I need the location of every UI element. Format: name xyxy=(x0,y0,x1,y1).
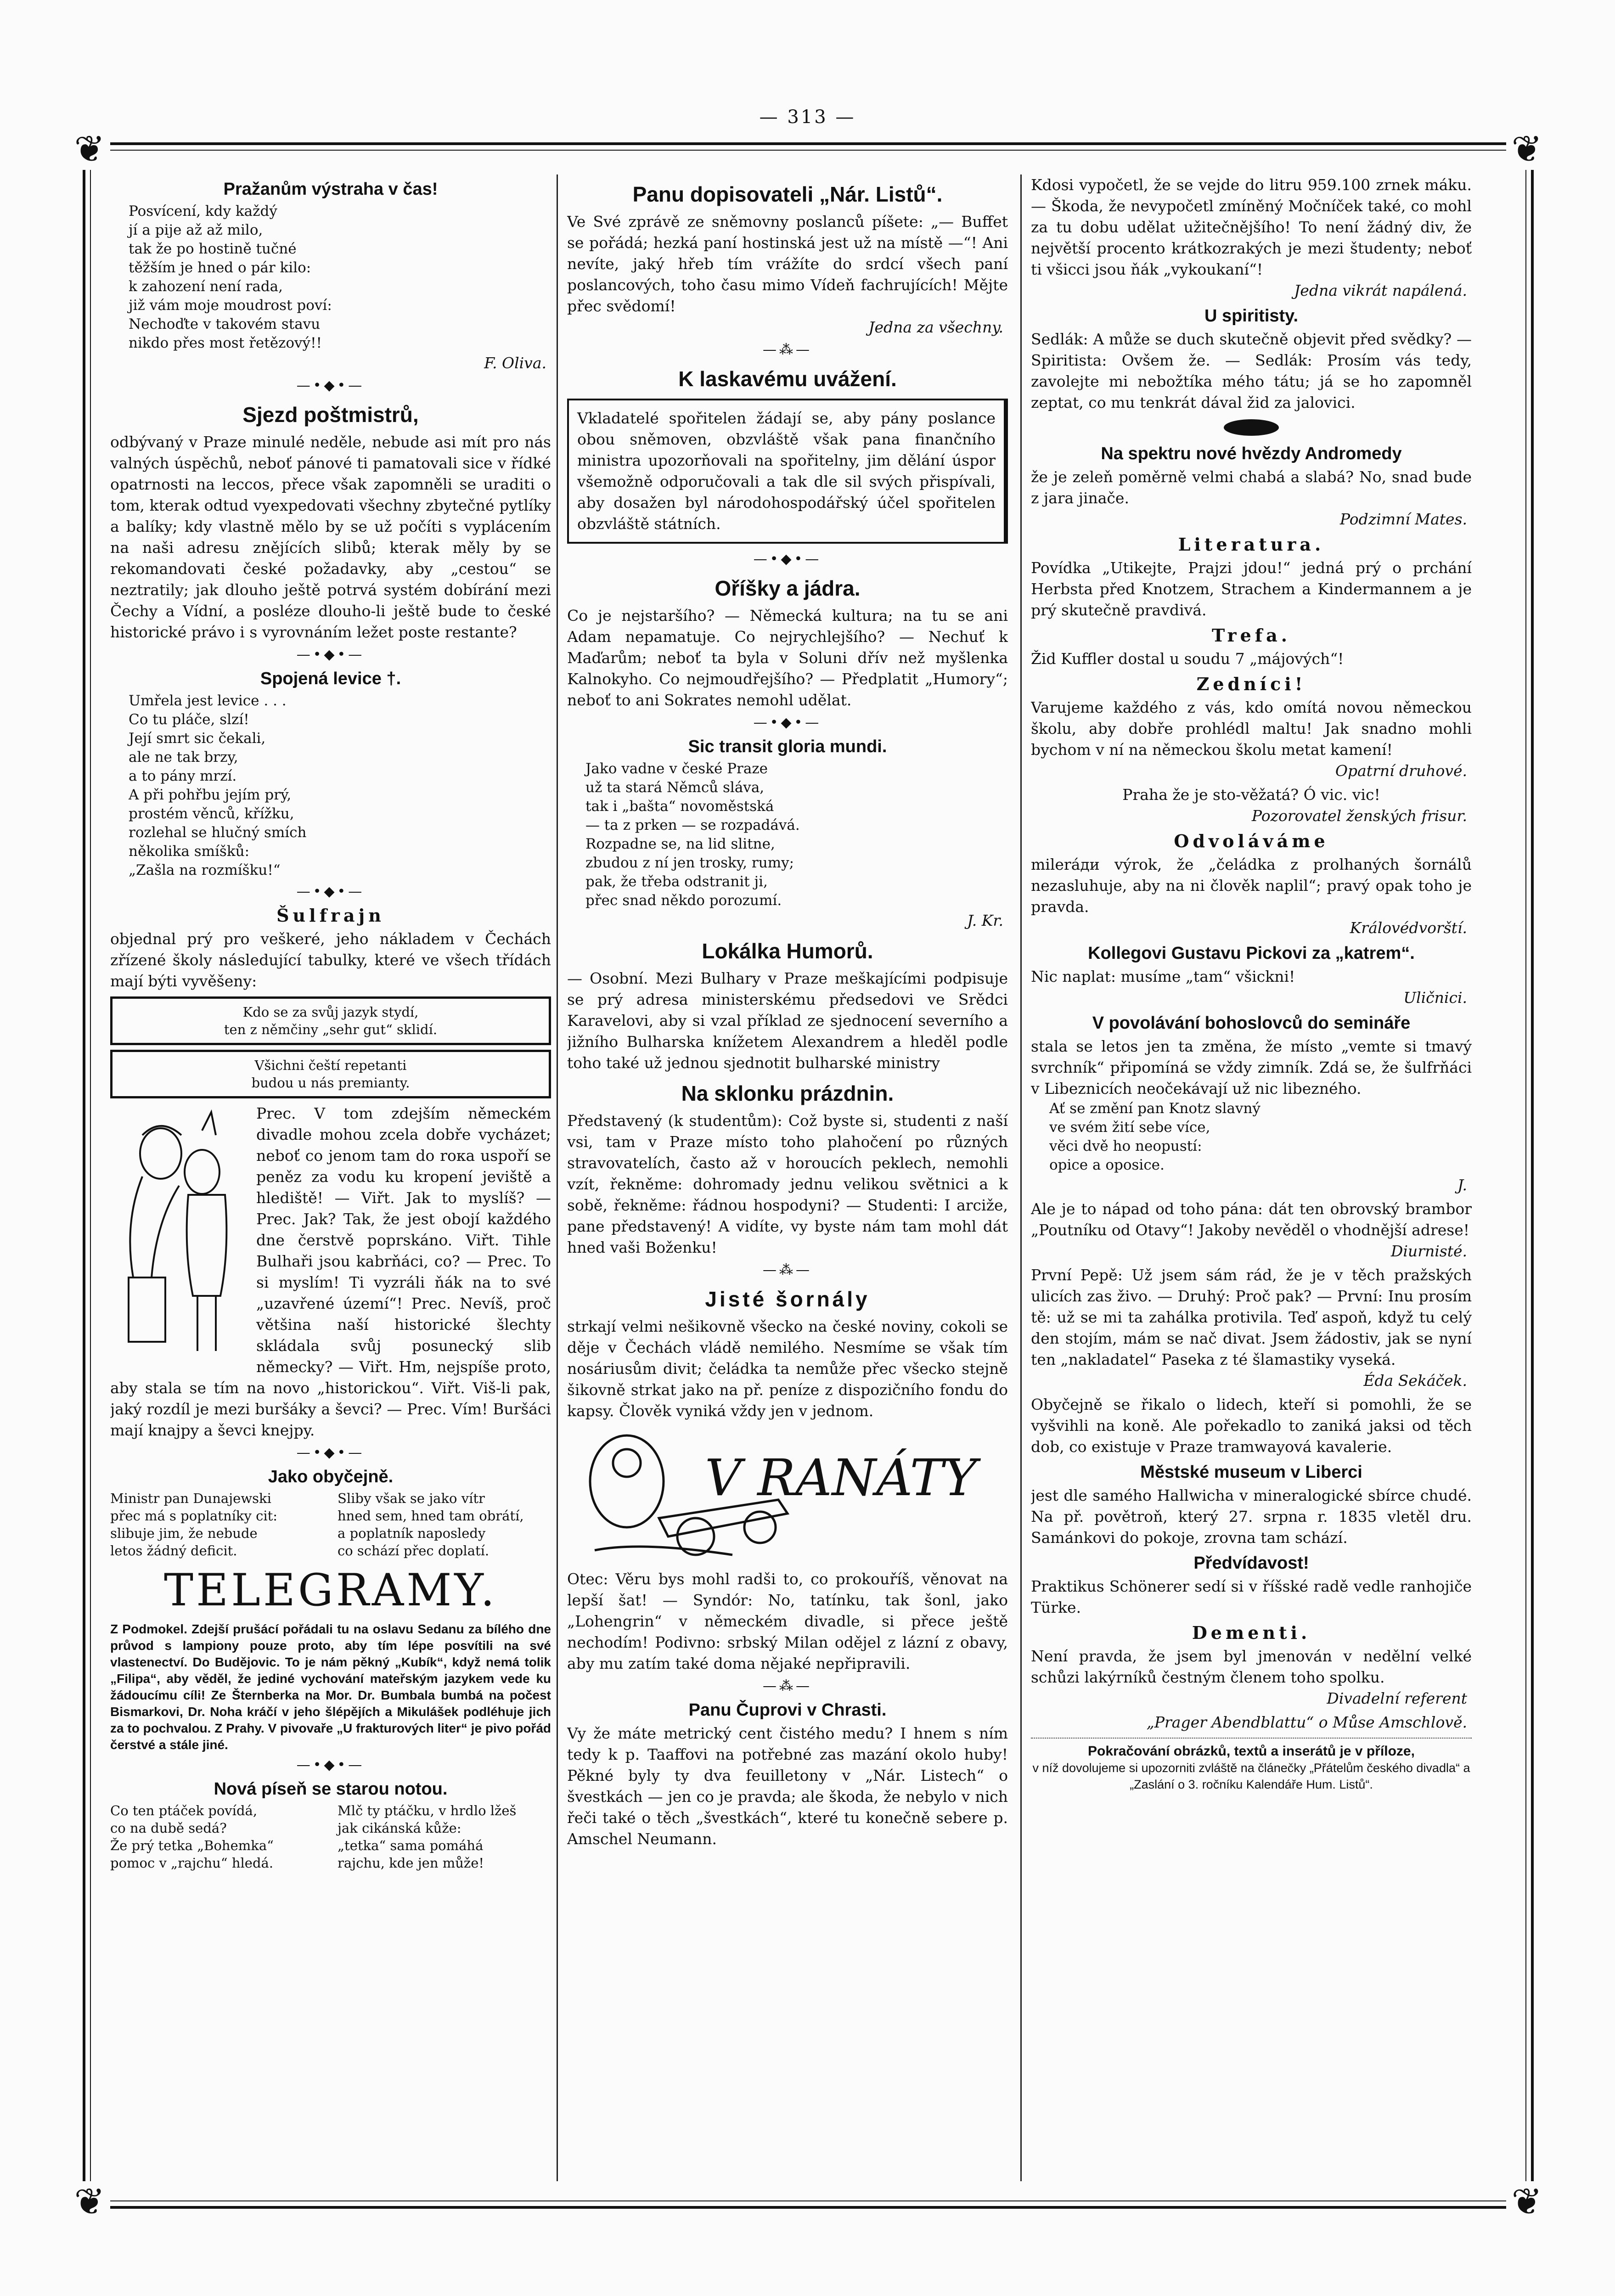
signature: J. Kr. xyxy=(967,912,1003,929)
banner-title: V RANÁTY xyxy=(705,1448,977,1507)
corner-ornament-icon: ❦ xyxy=(1506,2181,1547,2223)
article-title: Předvídavost! xyxy=(1193,1553,1309,1573)
divider-ornament-icon: —•◆•— xyxy=(296,377,365,394)
article-text: Co je nejstaršího? — Německá kultura; na tu se ani Adam nepamatuje. Co nejrychlejšího? — Nechuť k Maďarům; neboť ta byla v Soluni dřív než myšlenka Kalnokyho. Co nejmoudřejšího? — Předplatit „Humory“; neboť to ani Sokrates nemohl udělat. xyxy=(567,607,1008,709)
article-title: Zedníci! xyxy=(1196,674,1306,694)
article-title: Nová píseň se starou notou. xyxy=(214,1779,448,1799)
school-sign: Kdo se za svůj jazyk stydí, ten z němčiny „sehr gut“ sklidí. xyxy=(110,996,551,1045)
article-title: Dementi. xyxy=(1192,1622,1311,1643)
article-title: Sjezd poštmistrů, xyxy=(242,403,419,427)
signature: Jedna vikrát napálená. xyxy=(1294,281,1467,299)
article-text: První Pepě: Už jsem sám rád, že je v těch pražských ulicích zas živo. — Druhý: Proč pak? — První: Inu prosím tě: už se mi ta zahálka protivila. Teď aspoň, když tu celý den stojím, mám se nač divat. Jsem žádostiv, jak se nyní ten „nakladatel“ Paseka z té šlamastiky vyseká. xyxy=(1031,1266,1472,1368)
article-title: Městské museum v Liberci xyxy=(1140,1463,1362,1482)
signature: Divadelní referent xyxy=(1327,1689,1467,1707)
column-rule xyxy=(1020,174,1022,2181)
divider-ornament-icon: —•◆•— xyxy=(753,715,822,731)
article-title: K laskavému uvážení. xyxy=(678,367,897,391)
corner-ornament-icon: ❦ xyxy=(69,129,110,170)
article-title: Spojená levice †. xyxy=(260,669,401,688)
divider-ornament-icon: —•◆•— xyxy=(296,1445,365,1461)
article-text: Prec. V tom zdejším německém divadle mohou zcela dobře vycházet; neboť co jenom tam do rока uspoří se peněz za vodu ku kropení jeviště a hlediště! — Viřt. Jak to myslíš? — Prec. Jak? Tak, že jest obojí každého dne čerstvě poprskáno. Viřt. Tihle Bulhaři jsou kabrňáci, co? — Prec. To si myslím! Ti vyzráli ňák na to své „uzavřené území“! Prec. Nevíš, proč většina naší historické šlechty skládala svůj posunecký slib německy? — Viřt. Hm, nejspíše proto, aby stala se tím na novo „historickou“. Viřt. Viš-li pak, jaký rozdíl je mezi buršáky a ševci? — Prec. Vím! Buršáci mají knajpy a ševci knejpy. xyxy=(110,1104,551,1439)
column-middle xyxy=(567,174,1008,2186)
column-left xyxy=(110,174,551,2186)
telegrams-text: Z Podmokel. Zdejší prušácí pořádali tu na oslavu Sedanu za bílého dne průvod s lampiony pouze proto, aby tím lépe posvítili na své vlastenectví. Do Budějovic. To je nám pěkný „Kubík“, když nemá tolik „Filipa“, aby věděl, že jediné vychování mateřským jazykem vede ku žádoucímu cíli! Ze Šternberka na Mor. Dr. Bumbala bumbá na počest Bismarkovi, Dr. Noha kráčí v jeho šlépějích a Mikulášek podléhuje jich za to pochvalou. Z Prahy. V pivovaře „U frakturových liter“ je pivo pořád čerstvé a stále jiné. xyxy=(110,1622,551,1752)
article-title: Šulfrajn xyxy=(276,905,385,926)
school-sign: Všichni čeští repetanti budou u nás premianty. xyxy=(110,1050,551,1098)
article-text: mileráди výrok, že „čeládka z prolhaných šornálů nezasluhuje, aby na ni člověk naplil“; pravý opak toho je pravda. xyxy=(1031,855,1472,916)
article-text: Povídka „Utikejte, Prajzi jdou!“ jedná prý o prchání Herbsta před Knotzem, Strachem a Kindermannem a je prý skutečně pravdivá. xyxy=(1031,559,1472,619)
signature: „Prager Abendblattu“ o Můse Amschlově. xyxy=(1146,1713,1467,1731)
signature: J. xyxy=(1457,1176,1467,1194)
corner-ornament-icon: ❦ xyxy=(1506,129,1547,170)
article-title: Oříšky a jádra. xyxy=(715,576,861,600)
article-text: Kdosi vypočetl, že se vejde do litru 959.100 zrnek máku. — Škoda, že nevypočetl zmíněný Močníček také, co mohl za tu dobu udělat užitečnějšího! To není žádný div, že největší procento krátkozrakých je mezi študenty; neboť ti všicci jsou ňák „vykoukaní“! xyxy=(1031,176,1472,278)
article-title: V povolávání bohoslovců do semináře xyxy=(1092,1013,1411,1033)
poem: Jako vadne v české Praze už ta stará Němců sláva, tak i „bašta“ novoměstská — ta z prken — se rozpadává. Rozpadne se, na lid slitne, zbudou z ní jen trosky, rumy; pak, že třeba odstranit ji, přec snad někdo porozumí. xyxy=(585,760,800,909)
signature: Jedna za všechny. xyxy=(868,318,1003,336)
divider-ornament-icon: —•◆•— xyxy=(296,1757,365,1773)
article-text: — Osobní. Mezi Bulhary v Praze meškajícími podpisuje se prý adresa ministerskému předsedovi ve Srědci Karavelovi, aby si vzal příklad ze sjednocení severního a jižního Bulharska knížetem Alexandrem a hleděl podle toho také už jednou sjednotit bulharské ministry xyxy=(567,969,1008,1072)
article-text: Vy že máte metrický cent čistého medu? I hnem s ním tedy k p. Taaffovi na potřebné zas mazání okolo huby! Pěkné byly ty dva feuilletony v „Nár. Listech“ o švestkách — jen co je pravda; ale škoda, že nebylo v nich řeči také o těch „švestkách“, které tu konečně sebere p. Amschel Neumann. xyxy=(567,1724,1008,1848)
article-text: jest dle samého Hallwichа v mineralogické sbírce chudé. Na př. povětroň, který 27. srpna r. 1835 vletěl dru. Samánkovi do pokoje, zrovna tam schází. xyxy=(1031,1486,1472,1547)
article-text: Sedlák: A může se duch skutečně objevit před svědky? — Spiritista: Ovšem že. — Sedlák: Prosím vás tedy, zavolejte mi nebožtíka mého tátu; já se ho zapomněl zeptat, co mu tenkrát dával žid za jalovici. xyxy=(1031,330,1472,411)
small-ornament-icon xyxy=(1221,416,1281,439)
article-text: Praha že je sto-věžatá? Ó vic. vic! xyxy=(1122,786,1380,804)
two-column-verse xyxy=(110,1490,551,1559)
poem: Posvícení, kdy každý jí a pije až až milo, tak že po hostině tučné těžším je hned o pár kilo: k zahození není rada, již vám moje moudrost poví: Nechoďte v takovém stavu nikdo přes most řetězový!! xyxy=(129,203,332,351)
corner-ornament-icon: ❦ xyxy=(69,2181,110,2223)
article-text: Praktikus Schönerer sedí si v říšské radě vedle ranhojiče Türke. xyxy=(1031,1577,1472,1616)
article-text: Nic naplat: musíme „tam“ všickni! xyxy=(1031,968,1295,985)
signature: F. Oliva. xyxy=(484,354,546,372)
verse-left: Co ten ptáček povídá, co na dubě sedá? Že prý tetka „Bohemka“ pomoc v „rajchu“ hledá. xyxy=(110,1803,274,1871)
article-text: Vkladatelé spořitelen žádají se, aby pány poslance obou sněmoven, obzvláště však pana finančního ministra upozorňovali na spořitelny, jim dělání úspor všemožně odporučovali a tak dle sil svých přispívali, aby dosažen byl národohospodářský účel spořitelen obzvláště státních. xyxy=(577,409,996,533)
article-text: objednal prý pro veškeré, jeho nákladem v Čechách zřízené školy následující tabulky, které ve všech třídách mají býti vyvěšeny: xyxy=(110,930,551,990)
verse-left: Ministr pan Dunajewski přec má s poplatníky cit: slibuje jim, že nebude letos žádný deficit. xyxy=(110,1491,278,1559)
divider-ornament-icon: —⁂— xyxy=(763,342,812,358)
article-title: Panu Čuprovi v Chrasti. xyxy=(688,1700,887,1720)
signature: Královédvorští. xyxy=(1350,919,1467,937)
article-title: Na sklonku prázdnin. xyxy=(681,1081,894,1105)
divider-ornament-icon: —•◆•— xyxy=(753,551,822,567)
article-title: Pražanům výstraha v čas! xyxy=(223,180,438,199)
article-title: Odvoláváme xyxy=(1174,831,1329,851)
signature: Podzimní Mates. xyxy=(1339,510,1467,528)
signature: Uličnici. xyxy=(1403,989,1467,1007)
signature: Opatrní druhové. xyxy=(1335,762,1467,780)
article-text: strkají velmi nešikovně všecko na české noviny, cokoli se děje v Čechách vládě nemilého. Nesmíme se však tím nosáriusům divit; čeládka ta nemůže přec všecko stejně šikovně strkat jako na př. peníze z dispozičního fondu do kapsy. Člověk vyniká vždy jen v jednom. xyxy=(567,1317,1008,1420)
article-title: Jisté šornály xyxy=(705,1287,870,1311)
article-text: Představený (k studentům): Což byste si, studenti z naší vsi, tam v Praze místo toho plahočení po různých stravovatelích, často až v horoucích peklech, nemohli vzít, řekněme: dohromady jednu velikou světnici a k sobě, řekněme: řádnou hospodyni? — Studenti: I arciže, pane představený! A vidíte, vy byste nám tam mohl dát hned vaši Boženku! xyxy=(567,1112,1008,1256)
notice-title: Pokračování obrázků, textů a inserátů je v příloze, xyxy=(1088,1744,1415,1759)
article-title: Trefa. xyxy=(1212,625,1291,646)
article-text: odbývaný v Praze minulé neděle, nebude asi mít pro nás valných úspěchů, neboť pánové ti pamatovali sice v řídké opatrnosti na leccos, přece však zapomněli se uraditi o tom, kterak odtud vyexpedovati všechny zbytečné pytlíky a balíky; kdy vlastně mělo by se už počíti s vyplácením na naši adresu znějících slibů; kterak měly by se rekomandovati české požadavky, aby „cestou“ se neztratily; jak dlouho ještě potrvá systém dobírání mezi Čechy a Vídní, a posléze dlouho-li ještě bude to české historické právo i s vyrovnáním ležet poste restante? xyxy=(110,433,551,641)
notice-text: v níž dovolujeme si upozorniti zvláště na článečky „Přátelům českého divadla“ a „Zaslání o 3. ročníku Kalendáře Hum. Listů“. xyxy=(1032,1761,1470,1791)
article-text: Ale je to nápad od toho pána: dát ten obrovský brambor „Poutníku od Otavy“! Jakoby nevěděl o vhodnější adrese! xyxy=(1031,1200,1472,1239)
article-title: Panu dopisovateli „Nár. Listů“. xyxy=(632,182,943,206)
signature: Éda Sekáček. xyxy=(1363,1372,1467,1390)
poem: Ať se změní pan Knotz slavný ve svém žití sebe více, věci dvě ho neopustí: opice a oposice. xyxy=(1049,1100,1260,1173)
article-title: Literatura. xyxy=(1178,534,1325,555)
divider-ornament-icon: —•◆•— xyxy=(296,647,365,663)
column-right xyxy=(1031,174,1472,2186)
article-text: Varujeme každého z vás, kdo omítá novou německou školu, aby dobře prohlédl maltu! Jak snadno mohli bychom v ní na německou školu metat kamení! xyxy=(1031,698,1472,759)
signature: Pozorovatel ženských frisur. xyxy=(1251,807,1467,825)
article-text: Ve Své zprávě ze sněmovny poslanců píšete: „— Buffet se pořádá; hezká paní hostinská jest už na místě —“! Ani nevíte, jaký hřeb tím vrážíte do srdcí všech paní poslancových, toho času mimo Vídeň fachrujících! Mějte přec svědomí! xyxy=(567,213,1008,315)
divider-ornament-icon: —•◆•— xyxy=(296,884,365,900)
article-title: Kollegovi Gustavu Pickovi za „katrem“. xyxy=(1088,944,1415,963)
article-text: Obyčejně se řikalo o lidech, kteří si pomohli, že se vyšvihli na koně. Ale pořekadlo to zaniká jaksi od těch dob, co existuje v Praze tramwayová kavalerie. xyxy=(1031,1396,1472,1456)
article-text: že je zeleň poměrně velmi chabá a slabá? No, snad bude z jara jinače. xyxy=(1031,468,1472,507)
article-title: Lokálka Humorů. xyxy=(702,939,873,963)
article-title: Sic transit gloria mundi. xyxy=(688,737,887,756)
divider-ornament-icon: —⁂— xyxy=(763,1678,812,1694)
article-text: Žid Kuffler dostal u soudu 7 „májových“! xyxy=(1031,650,1344,668)
column-rule xyxy=(557,174,558,2181)
divider-ornament-icon: —⁂— xyxy=(763,1262,812,1278)
poem: Umřela jest levice . . . Co tu pláče, slzí! Její smrt sic čekali, ale ne tak brzy, a to pány mrzí. A při pohřbu jejím prý, prostém věnců, křížku, rozlehal se hlučný smích několika smíšků: „Zašla na rozmíšku!“ xyxy=(129,692,307,878)
article-text: Otec: Věru bys mohl radši to, co prokouříš, věnovat na lepší šat! — Syndór: No, tatínku, tak šonl, jako „Lohengrin“ v německém divadle, si přece ještě nechodím! Podivno: srbský Milan odějel z lázní z obavy, aby mu zatím také doma nějaké nepřipravili. xyxy=(567,1570,1008,1672)
telegrams-heading: TELEGRAMY. xyxy=(163,1564,498,1616)
article-text: stala se letos jen ta změna, že místo „vemte si tmavý svrchník“ připomíná se vždy zimník. Zdá se, že šulfrňáci v Libeznicích neočekávají už nic libezného. xyxy=(1031,1037,1472,1097)
cartoon-illustration xyxy=(110,1103,248,1360)
cannon-banner-illustration xyxy=(567,1426,1008,1564)
verse-right: Sliby však se jako vítr hned sem, hned tam obrátí, a poplatník naposledy co schází přec doplatí. xyxy=(338,1491,524,1559)
article-title: U spiritisty. xyxy=(1204,306,1299,326)
two-column-verse xyxy=(110,1802,551,1872)
signature: Diurnisté. xyxy=(1390,1242,1467,1260)
boxed-article xyxy=(567,399,1008,544)
article-title: Jako obyčejně. xyxy=(268,1467,394,1486)
article-text: Není pravda, že jsem byl jmenován v nedělní velké schůzi lakýrníků čestným členem toho spolku. xyxy=(1031,1647,1472,1686)
verse-right: Mlč ty ptáčku, v hrdlo lžeš jak cikánská kůže: „tetka“ sama pomáhá rajchu, kde jen může! xyxy=(338,1803,517,1871)
article-title: Na spektru nové hvězdy Andromedy xyxy=(1101,444,1402,463)
supplement-notice xyxy=(1031,1738,1472,1793)
page-number: — 313 — xyxy=(759,107,856,128)
